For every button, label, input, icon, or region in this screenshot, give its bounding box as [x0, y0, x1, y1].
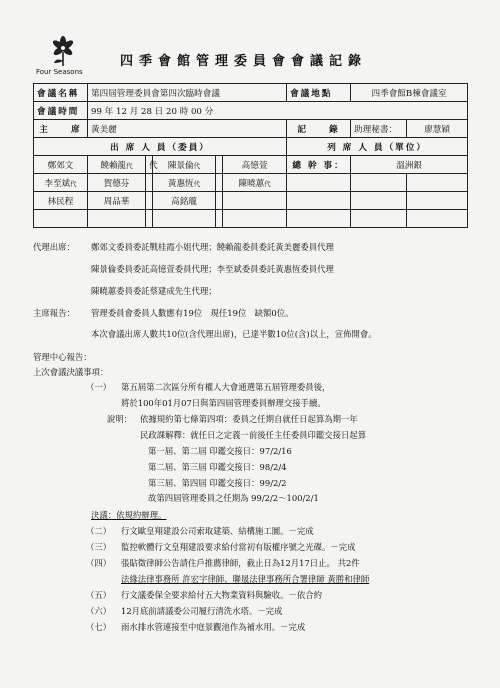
item-number: （二） [86, 526, 112, 536]
item-text: 行文議委保全要求給付五大物業資料與驗收。－依合約 [121, 590, 322, 600]
attendee-name: 高銘瓏 [153, 192, 216, 210]
meeting-time-label: 會議時間 [34, 102, 88, 120]
mgmt-report-subheading: 上次會議決議事項： [33, 367, 109, 377]
mgmt-report-label: 管理中心報告： [33, 352, 92, 362]
item-number: （六） [86, 606, 112, 616]
recorder-value: 廖慧穎 [407, 120, 468, 138]
location-value: 四季會館B棟會議室 [351, 84, 468, 102]
meeting-time-value: 99 年 12 月 28 日 20 時 00 分 [88, 102, 468, 120]
recorder-label: 記 錄 [287, 120, 351, 138]
attendee-name: 饒賴龍代 [88, 156, 146, 174]
meeting-name-label: 會議名稱 [34, 84, 88, 102]
note-line: 民政課解釋：就任日之定義一前後任主任委員印鑑交接日起算 [140, 430, 367, 440]
item-text: 監控軟體行文皇翔建設要求給付當初有版權序號之光碟。－完成 [121, 542, 356, 552]
item-text: 法緣法律事務所 許宏宇律師、聯晟法律事務所合署律師 黃勝和律師 [121, 574, 370, 584]
item-number: （五） [86, 590, 112, 600]
attendee-name: 林民程 [34, 192, 88, 210]
item-text: 12月底前請議委公司履行清洗水塔。－完成 [121, 606, 283, 616]
attendee-name: 黃惠恆代 [153, 174, 216, 192]
item-text: 張貼徵律師公告請住戶推薦律師，截止日為12月17日止。 共2件 [121, 558, 360, 568]
item-number: （一） [86, 382, 112, 392]
chair-report-line: 本次會議出席人數共10位(含代理出席)，已達半數10位(含)以上，宣佈開會。 [91, 329, 377, 339]
four-seasons-flower-logo-icon [46, 34, 80, 68]
attendee-name: 高憶萱 [223, 156, 287, 174]
proxy-label: 代理出席： [33, 242, 75, 252]
chair-value: 黃美麗 [88, 120, 287, 138]
note-label: 說明： [107, 414, 133, 424]
chair-label: 主 席 [34, 120, 88, 138]
attendee-name: 陳曉蕙代 [223, 174, 287, 192]
item-number: （七） [86, 622, 112, 632]
attendee-name: 陳景倫代 [153, 156, 216, 174]
attendee-name: 周品華 [88, 192, 146, 210]
meeting-info-table [33, 83, 468, 228]
meeting-name-value: 第四屆管理委員會第四次臨時會議 [88, 84, 287, 102]
proxy-mark: 代 [193, 161, 201, 170]
chair-report-line: 管理委員會委員人數應有19位 現任19位 缺額0位。 [91, 308, 294, 318]
attendee-name: 鄭郊文 [34, 156, 88, 174]
proxy-line: 陳曉蕙委員委託蔡建成先生代理； [91, 286, 217, 296]
note-line: 第二屆、第三屆 印鑑交接日：98/2/4 [148, 462, 287, 472]
observers-header: 列 席 人 員（單位） [287, 138, 468, 156]
proxy-mark: 代 [146, 156, 153, 174]
note-line: 第一屆、第二屆 印鑑交接日：97/2/16 [148, 446, 292, 456]
proxy-mark: 代 [126, 161, 133, 170]
general-manager-label: 總 幹 事： [287, 156, 351, 174]
recorder-title: 助理秘書： [351, 120, 407, 138]
note-line: 依據規約第七條第四項：委員之任期自就任日起算為期一年 [140, 414, 358, 424]
logo-caption: Four Seasons [36, 68, 83, 76]
note-line: 第三屆、第四屆 印鑑交接日：99/2/2 [148, 478, 287, 488]
proxy-line: 鄭郊文委員委託戰桂霞小姐代理；饒賴龍委員委託黃美麗委員代理 [91, 242, 334, 252]
proxy-mark: 代 [70, 179, 77, 188]
proxy-mark: 代 [193, 179, 201, 188]
item-text: 第五屆第二次區分所有權人大會通選第五屆管理委員後， [121, 382, 331, 392]
attendee-name: 李至斌代 [34, 174, 88, 192]
note-line: 故第四屆管理委員之任期為 99/2/2～100/2/1 [148, 493, 319, 503]
proxy-line: 陳景倫委員委託高憶萱委員代理；李至斌委員委託黃惠恆委員代理 [91, 264, 334, 274]
item-number: （四） [86, 558, 112, 568]
general-manager-value: 溫洲銀 [351, 156, 468, 174]
item-number: （三） [86, 542, 112, 552]
item-text: 行文歐皇翔建設公司索取建築、結構施工圖。－完成 [121, 526, 314, 536]
location-label: 會議地點 [287, 84, 351, 102]
chair-report-label: 主席報告： [33, 308, 75, 318]
document-title: 四季會館管理委員會會議記錄 [120, 54, 368, 69]
proxy-mark: 代 [264, 179, 271, 188]
item-text: 將於100年01月07日與第四屆管理委員辦理交接手續。 [121, 398, 326, 408]
attendees-header: 出 席 人 員（委員） [34, 138, 287, 156]
resolution-text: 決議：依規約辦理。 [91, 510, 167, 520]
attendee-name: 賀德芬 [88, 174, 146, 192]
item-text: 雨水排水管連接至中庭景觀池作為補水用。－完成 [121, 622, 306, 632]
